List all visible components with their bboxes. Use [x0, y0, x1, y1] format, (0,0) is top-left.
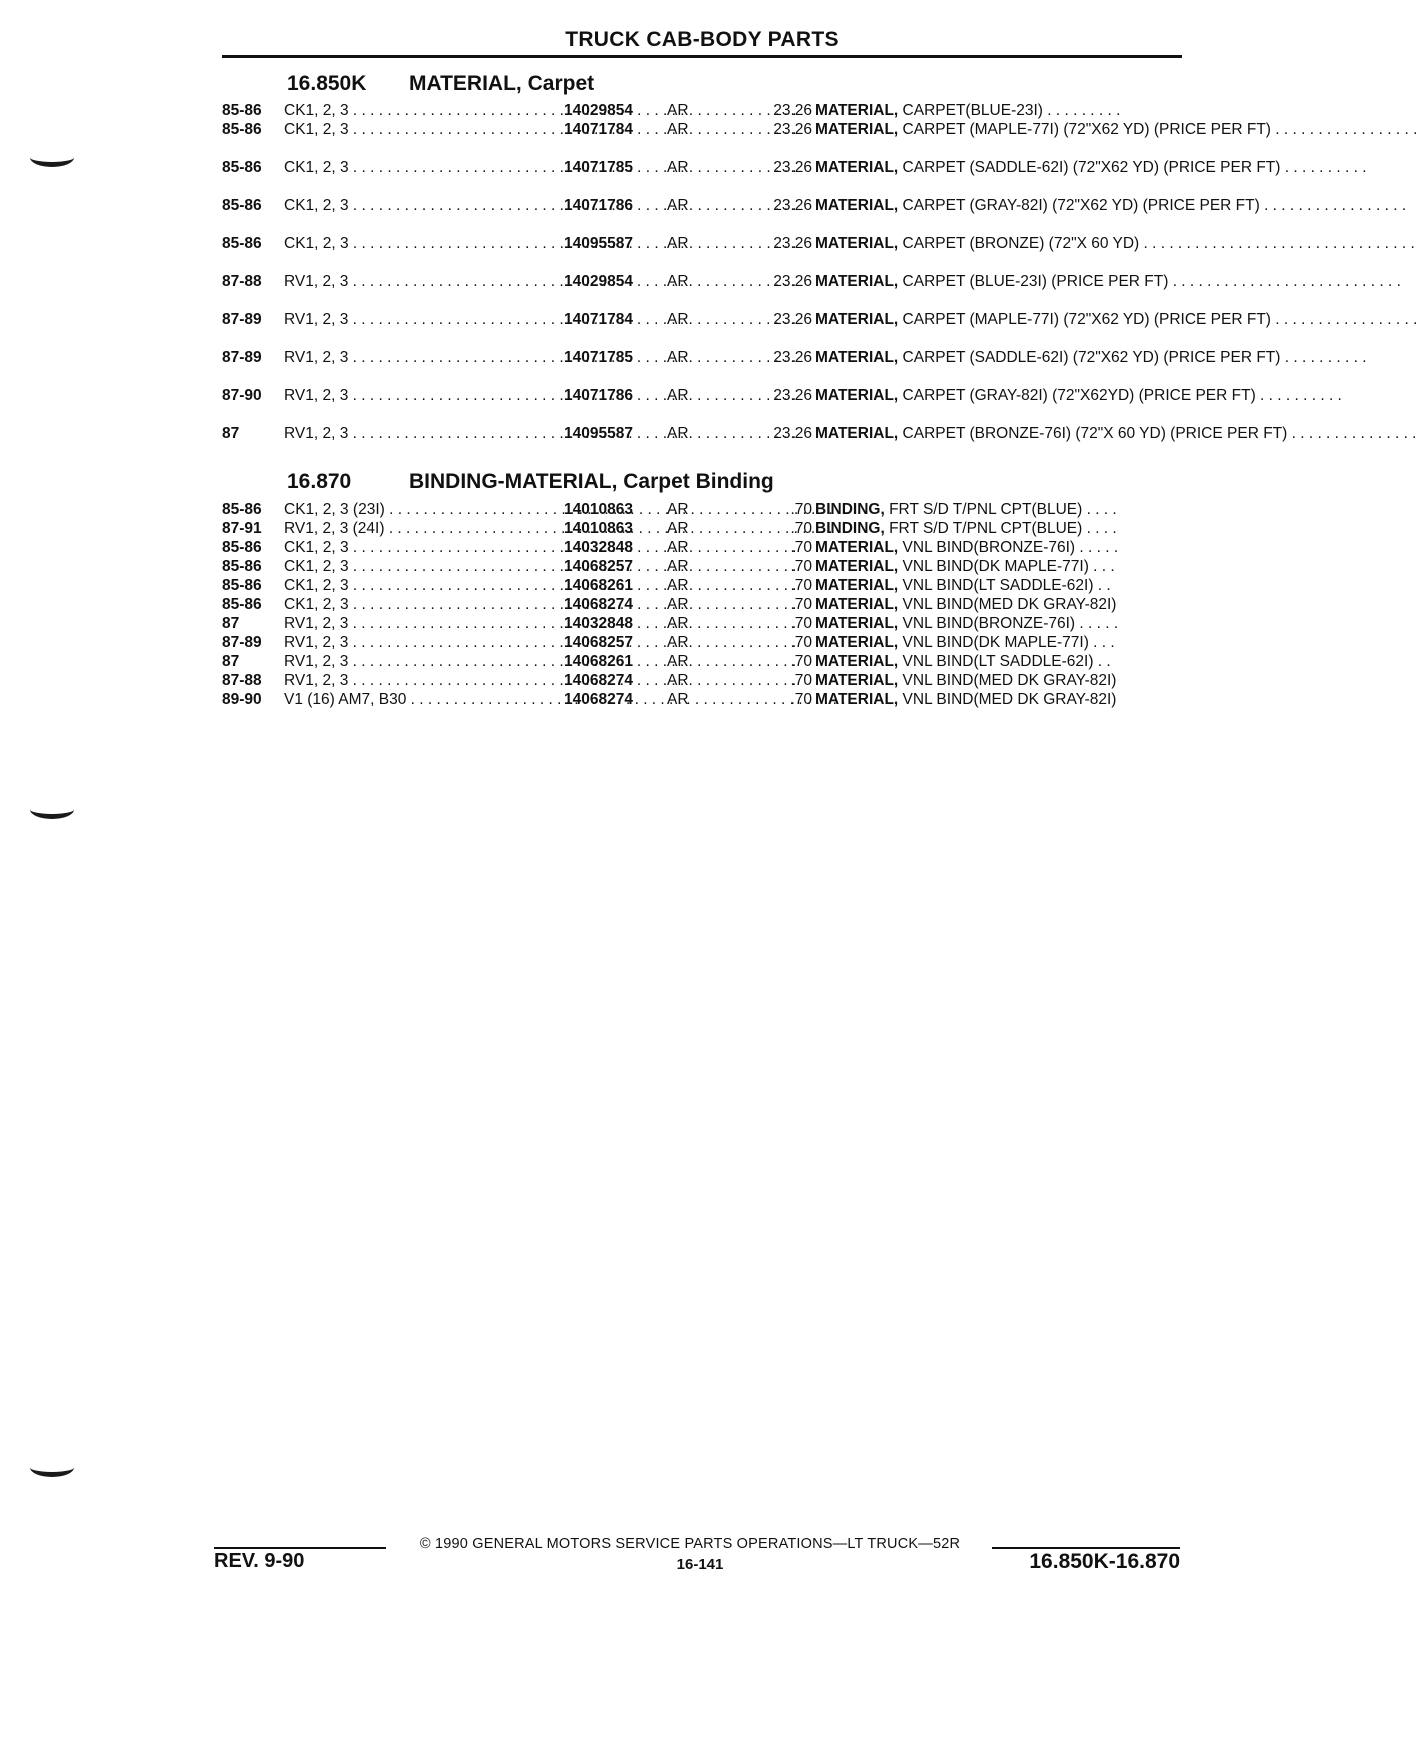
part-number: 14071786 [564, 197, 633, 214]
quantity: AR [667, 273, 689, 290]
year-range: 87-90 [222, 387, 262, 404]
parts-table-carpet [222, 101, 1417, 462]
table-row [222, 519, 1182, 538]
application: RV1, 2, 3 (24I) . . . [284, 519, 562, 538]
application: RV1, 2, 3 . . . [284, 652, 562, 671]
quantity: AR [667, 672, 689, 689]
price: .70 [790, 653, 812, 670]
year-range: 87-89 [222, 311, 262, 328]
application: RV1, 2, 3 . . . [284, 348, 562, 367]
table-row [222, 348, 1367, 386]
part-number: 14032848 [564, 539, 633, 556]
quantity: AR [667, 102, 689, 119]
quantity: AR [667, 159, 689, 176]
application: V1 (16) AM7, B30 . . . [284, 690, 562, 709]
price: .70 [790, 634, 812, 651]
application: CK1, 2, 3 . . . [284, 234, 562, 253]
quantity: AR [667, 596, 689, 613]
quantity: AR [667, 691, 689, 708]
quantity: AR [667, 387, 689, 404]
section-name: MATERIAL, Carpet [409, 72, 595, 95]
table-row [222, 234, 1415, 272]
price: 23.26 [773, 102, 812, 119]
price: .70 [790, 672, 812, 689]
binder-hole-middle [30, 800, 74, 819]
application: RV1, 2, 3 . . . [284, 424, 562, 443]
part-number: 14095587 [564, 235, 633, 252]
price: 23.26 [773, 235, 812, 252]
footer-copyright: © 1990 GENERAL MOTORS SERVICE PARTS OPERATIONS—LT TRUCK—52R [419, 1536, 961, 1552]
part-number: 14071786 [564, 387, 633, 404]
section-name: BINDING-MATERIAL, Carpet Binding [409, 470, 774, 493]
part-number: 14095587 [564, 425, 633, 442]
year-range: 85-86 [222, 159, 262, 176]
table-row [222, 652, 1182, 671]
application: CK1, 2, 3 . . . [284, 101, 562, 120]
part-number: 14071784 [564, 121, 633, 138]
description: MATERIAL, VNL BIND(BRONZE-76I) . . . . . [815, 539, 1119, 556]
table-row [222, 196, 1407, 234]
description: MATERIAL, CARPET (GRAY-82I) (72"X62YD) (PRICE PER FT) . . . . . . . . . . [815, 387, 1342, 404]
part-number: 14071785 [564, 349, 633, 366]
quantity: AR [667, 501, 689, 518]
description: MATERIAL, VNL BIND(DK MAPLE-77I) . . . [815, 634, 1115, 651]
price: .70 [790, 520, 812, 537]
quantity: AR [667, 235, 689, 252]
price: 23.26 [773, 349, 812, 366]
description: BINDING, FRT S/D T/PNL CPT(BLUE) . . . . [815, 501, 1117, 518]
section-heading [287, 72, 594, 96]
quantity: AR [667, 311, 689, 328]
description: MATERIAL, VNL BIND(DK MAPLE-77I) . . . [815, 558, 1115, 575]
quantity: AR [667, 520, 689, 537]
part-number: 14010863 [564, 501, 633, 518]
quantity: AR [667, 634, 689, 651]
price: 23.26 [773, 159, 812, 176]
binder-hole-bottom [30, 1458, 74, 1477]
description: MATERIAL, CARPET (BLUE-23I) (PRICE PER FT) . . . . . . . . . . . . . . . . . . . . . . . . . . . [815, 273, 1401, 290]
table-row [222, 671, 1182, 690]
table-row [222, 386, 1342, 424]
part-number: 14068261 [564, 577, 633, 594]
year-range: 87-91 [222, 520, 262, 537]
table-row [222, 557, 1182, 576]
application: CK1, 2, 3 . . . [284, 158, 562, 177]
table-row [222, 500, 1182, 519]
quantity: AR [667, 539, 689, 556]
application: CK1, 2, 3 . . . [284, 196, 562, 215]
price: 23.26 [773, 197, 812, 214]
price: .70 [790, 577, 812, 594]
table-row [222, 690, 1182, 709]
quantity: AR [667, 615, 689, 632]
binder-hole-top [30, 148, 74, 167]
footer-rule-left [214, 1547, 386, 1549]
description: MATERIAL, CARPET(BLUE-23I) . . . . . . . . . [815, 102, 1121, 119]
part-number: 14068274 [564, 596, 633, 613]
table-row [222, 538, 1182, 557]
table-row [222, 614, 1182, 633]
application: RV1, 2, 3 . . . [284, 633, 562, 652]
application: CK1, 2, 3 (23I) . . . [284, 500, 562, 519]
year-range: 87-88 [222, 273, 262, 290]
description: MATERIAL, VNL BIND(MED DK GRAY-82I) [815, 596, 1117, 613]
description: MATERIAL, CARPET (MAPLE-77I) (72"X62 YD) (PRICE PER FT) . . . . . . . . . . . . . . . . . [815, 121, 1417, 138]
section-heading [287, 470, 774, 494]
header-rule [222, 55, 1182, 58]
price: 23.26 [773, 387, 812, 404]
part-number: 14029854 [564, 102, 633, 119]
description: MATERIAL, CARPET (SADDLE-62I) (72"X62 YD) (PRICE PER FT) . . . . . . . . . . [815, 159, 1367, 176]
year-range: 89-90 [222, 691, 262, 708]
year-range: 85-86 [222, 539, 262, 556]
price: 23.26 [773, 311, 812, 328]
price: .70 [790, 615, 812, 632]
footer-revision: REV. 9-90 [214, 1550, 305, 1572]
parts-table-binding [222, 500, 1182, 709]
application: RV1, 2, 3 . . . [284, 310, 562, 329]
year-range: 87-89 [222, 349, 262, 366]
application: CK1, 2, 3 . . . [284, 538, 562, 557]
year-range: 87-88 [222, 672, 262, 689]
application: RV1, 2, 3 . . . [284, 272, 562, 291]
description: BINDING, FRT S/D T/PNL CPT(BLUE) . . . . [815, 520, 1117, 537]
description: MATERIAL, CARPET (GRAY-82I) (72"X62 YD) (PRICE PER FT) . . . . . . . . . . . . . . . . . [815, 197, 1407, 214]
application: RV1, 2, 3 . . . [284, 671, 562, 690]
part-number: 14068257 [564, 634, 633, 651]
application: CK1, 2, 3 . . . [284, 120, 562, 139]
quantity: AR [667, 349, 689, 366]
section-range: 16.850K-16.870 [1029, 1550, 1180, 1573]
part-number: 14068261 [564, 653, 633, 670]
quantity: AR [667, 577, 689, 594]
table-row [222, 576, 1182, 595]
table-row [222, 424, 1417, 462]
quantity: AR [667, 197, 689, 214]
description: MATERIAL, VNL BIND(LT SADDLE-62I) . . [815, 653, 1111, 670]
year-range: 85-86 [222, 197, 262, 214]
year-range: 87 [222, 615, 240, 632]
price: .70 [790, 539, 812, 556]
part-number: 14032848 [564, 615, 633, 632]
table-row [222, 310, 1417, 348]
page-number: 16-141 [676, 1556, 724, 1573]
quantity: AR [667, 558, 689, 575]
application: CK1, 2, 3 . . . [284, 595, 562, 614]
description: MATERIAL, VNL BIND(BRONZE-76I) . . . . . [815, 615, 1119, 632]
page-title: TRUCK CAB-BODY PARTS [565, 28, 839, 51]
description: MATERIAL, CARPET (BRONZE) (72"X 60 YD) . . . . . . . . . . . . . . . . . . . . . . . . . . . . . . . . [815, 235, 1415, 252]
year-range: 85-86 [222, 102, 262, 119]
year-range: 87 [222, 653, 240, 670]
part-number: 14029854 [564, 273, 633, 290]
year-range: 85-86 [222, 235, 262, 252]
part-number: 14071785 [564, 159, 633, 176]
table-row [222, 158, 1367, 196]
price: 23.26 [773, 273, 812, 290]
year-range: 85-86 [222, 577, 262, 594]
price: .70 [790, 691, 812, 708]
description: MATERIAL, CARPET (BRONZE-76I) (72"X 60 YD) (PRICE PER FT) . . . . . . . . . . . . . . . [815, 425, 1417, 442]
part-number: 14071784 [564, 311, 633, 328]
price: 23.26 [773, 121, 812, 138]
description: MATERIAL, VNL BIND(MED DK GRAY-82I) [815, 691, 1117, 708]
table-row [222, 120, 1417, 158]
application: RV1, 2, 3 . . . [284, 614, 562, 633]
section-code: 16.870 [287, 470, 352, 493]
quantity: AR [667, 121, 689, 138]
table-row [222, 633, 1182, 652]
part-number: 14068274 [564, 691, 633, 708]
quantity: AR [667, 653, 689, 670]
part-number: 14068274 [564, 672, 633, 689]
application: CK1, 2, 3 . . . [284, 576, 562, 595]
part-number: 14010863 [564, 520, 633, 537]
section-code: 16.850K [287, 72, 367, 95]
year-range: 87 [222, 425, 240, 442]
price: .70 [790, 501, 812, 518]
application: RV1, 2, 3 . . . [284, 386, 562, 405]
description: MATERIAL, CARPET (MAPLE-77I) (72"X62 YD) (PRICE PER FT) . . . . . . . . . . . . . . . . . [815, 311, 1417, 328]
year-range: 85-86 [222, 596, 262, 613]
year-range: 87-89 [222, 634, 262, 651]
description: MATERIAL, CARPET (SADDLE-62I) (72"X62 YD) (PRICE PER FT) . . . . . . . . . . [815, 349, 1367, 366]
application: CK1, 2, 3 . . . [284, 557, 562, 576]
quantity: AR [667, 425, 689, 442]
year-range: 85-86 [222, 121, 262, 138]
table-row [222, 272, 1401, 310]
part-number: 14068257 [564, 558, 633, 575]
description: MATERIAL, VNL BIND(LT SADDLE-62I) . . [815, 577, 1111, 594]
description: MATERIAL, VNL BIND(MED DK GRAY-82I) [815, 672, 1117, 689]
year-range: 85-86 [222, 501, 262, 518]
table-row [222, 595, 1182, 614]
price: .70 [790, 558, 812, 575]
table-row [222, 101, 1182, 120]
price: 23.26 [773, 425, 812, 442]
year-range: 85-86 [222, 558, 262, 575]
price: .70 [790, 596, 812, 613]
footer-rule-right [992, 1547, 1180, 1549]
